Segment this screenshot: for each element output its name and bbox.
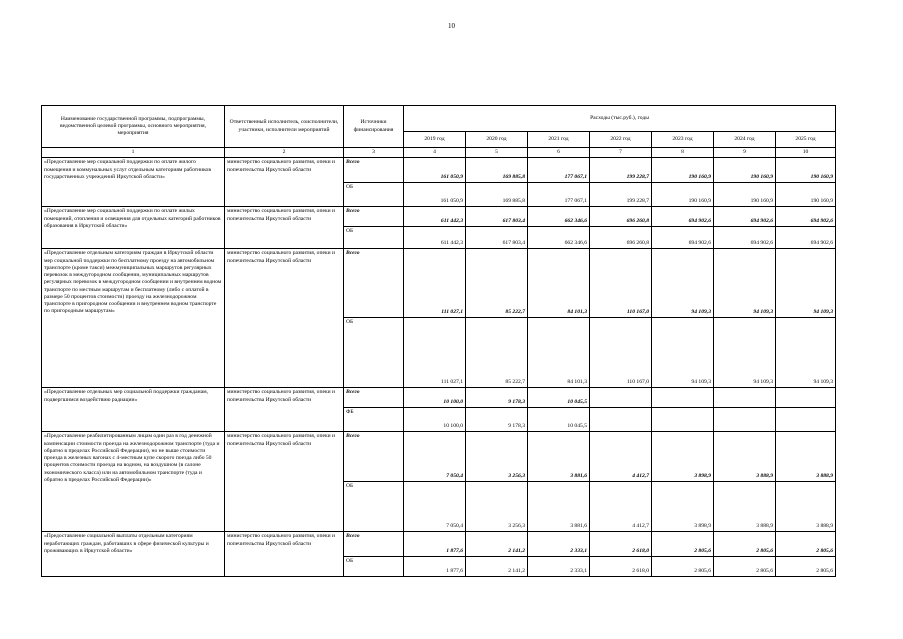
total-value: 4 412,7 [590, 432, 652, 482]
header-source: Источники финансирования [344, 106, 404, 148]
total-value: 2 805,6 [776, 532, 836, 557]
source-value: 696 260,8 [590, 227, 652, 249]
source-label: ОБ [344, 227, 404, 249]
total-value: 694 902,6 [714, 207, 776, 227]
budget-table [41, 105, 836, 577]
total-value [776, 388, 836, 408]
column-number: 2 [225, 148, 344, 158]
source-value: 94 109,3 [714, 318, 776, 388]
column-number: 10 [776, 148, 836, 158]
source-label: ФБ [344, 408, 404, 432]
header-expenses: Расходы (тыс.руб.), годы [404, 106, 836, 132]
header-year: 2021 год [528, 132, 590, 148]
source-value: 161 050,9 [404, 183, 466, 207]
total-value: 2 618,0 [590, 532, 652, 557]
source-value: 2 618,0 [590, 557, 652, 577]
total-label: Всего [344, 388, 404, 408]
source-value: 617 803,4 [466, 227, 528, 249]
row-executor: министерство социального развития, опеки и попечительства Иркутской области [225, 432, 344, 532]
header-name: Наименование государственной программы, подпрограммы, ведомственной целевой программы, основного мероприятия, мероприятия [42, 106, 225, 148]
row-name: «Предоставление отдельных мер социальной поддержки гражданам, подвергшимся воздействию радиации» [42, 388, 225, 432]
source-value [652, 408, 714, 432]
row-name: «Предоставление отдельным категориям граждан в Иркутской области мер социальной поддержки по бесплатному проезду на автомобильном транспорте (кроме такси) межмуниципальных маршрутов регулярных перевозок в междугородном сообщении, муниципальных маршрутов регулярных перевозок в междугородном сообщении и внутреннем водном транспорте по местным маршрутам и бесплатному (либо с оплатой в размере 50 процентов стоимости) проезду на железнодорожном транспорте в пригородном сообщении и внутреннем водном транспорте по пригородным маршрутам» [42, 249, 225, 388]
total-value: 177 067,1 [528, 158, 590, 183]
total-value [652, 388, 714, 408]
source-value: 190 160,9 [714, 183, 776, 207]
total-value: 10 100,0 [404, 388, 466, 408]
source-value: 10 045,5 [528, 408, 590, 432]
source-value: 7 050,4 [404, 482, 466, 532]
source-value: 94 109,3 [652, 318, 714, 388]
source-value: 2 805,6 [776, 557, 836, 577]
header-executor: Ответственный исполнитель, соисполнители, участники, исполнители мероприятий [225, 106, 344, 148]
total-value: 2 805,6 [652, 532, 714, 557]
total-value: 2 805,6 [714, 532, 776, 557]
source-value: 3 881,6 [528, 482, 590, 532]
source-value [714, 408, 776, 432]
total-value: 161 050,9 [404, 158, 466, 183]
total-value: 617 803,4 [466, 207, 528, 227]
source-label: ОБ [344, 183, 404, 207]
source-label: ОБ [344, 318, 404, 388]
total-value: 1 877,6 [404, 532, 466, 557]
total-value: 694 902,6 [776, 207, 836, 227]
total-label: Всего [344, 432, 404, 482]
total-value: 84 101,3 [528, 249, 590, 318]
source-value: 199 228,7 [590, 183, 652, 207]
total-value: 2 333,1 [528, 532, 590, 557]
source-value: 694 902,6 [714, 227, 776, 249]
total-value: 694 902,6 [652, 207, 714, 227]
total-label: Всего [344, 207, 404, 227]
total-value: 9 178,3 [466, 388, 528, 408]
header-year: 2020 год [466, 132, 528, 148]
total-value: 94 109,3 [776, 249, 836, 318]
row-executor: министерство социального развития, опеки и попечительства Иркутской области [225, 207, 344, 249]
source-value: 694 902,6 [776, 227, 836, 249]
total-value: 662 346,6 [528, 207, 590, 227]
total-value: 199 228,7 [590, 158, 652, 183]
total-value: 3 881,6 [528, 432, 590, 482]
source-value: 3 888,9 [714, 482, 776, 532]
source-value: 3 888,9 [776, 482, 836, 532]
source-value: 662 346,6 [528, 227, 590, 249]
row-name: «Предоставление реабилитированным лицам один раз в год денежной компенсации стоимости проезда на железнодорожном транспорте (туда и обратно в пределах Российской Федерации), но не выше стоимости проезда в железных вагонах с 4-местным купе скорого поезда либо 50 процентов стоимости проезда на водном, на воздушном (в салоне экономического класса) или на автомобильном транспорте (туда и обратно в пределах Российской Федерации)» [42, 432, 225, 532]
source-value: 2 805,6 [714, 557, 776, 577]
total-value: 85 222,7 [466, 249, 528, 318]
source-value: 169 885,8 [466, 183, 528, 207]
source-value: 2 333,1 [528, 557, 590, 577]
total-value: 3 888,9 [776, 432, 836, 482]
total-value: 3 898,9 [652, 432, 714, 482]
total-value: 10 045,5 [528, 388, 590, 408]
source-value: 85 222,7 [466, 318, 528, 388]
total-value: 190 160,9 [652, 158, 714, 183]
total-label: Всего [344, 158, 404, 183]
source-value: 190 160,9 [776, 183, 836, 207]
page-number: 10 [448, 22, 455, 30]
source-value: 1 877,6 [404, 557, 466, 577]
row-name: «Предоставление мер социальной поддержки по оплате жилого помещения и коммунальных услуг отдельным категориям работников государственных учреждений Иркутской области» [42, 158, 225, 207]
source-value: 84 101,3 [528, 318, 590, 388]
total-label: Всего [344, 249, 404, 318]
source-value: 2 141,2 [466, 557, 528, 577]
total-value [714, 388, 776, 408]
source-value: 110 167,0 [590, 318, 652, 388]
column-number: 5 [466, 148, 528, 158]
source-label: ОБ [344, 557, 404, 577]
source-value: 10 100,0 [404, 408, 466, 432]
source-value: 177 067,1 [528, 183, 590, 207]
source-value: 4 412,7 [590, 482, 652, 532]
row-executor: министерство социального развития, опеки и попечительства Иркутской области [225, 158, 344, 207]
row-name: «Предоставление социальной выплаты отдельным категориям неработающих граждан, работавших в сфере физической культуры и проживающих в Иркутской области» [42, 532, 225, 577]
total-value: 110 167,0 [590, 249, 652, 318]
source-value: 190 160,9 [652, 183, 714, 207]
header-year: 2019 год [404, 132, 466, 148]
column-number: 6 [528, 148, 590, 158]
total-value: 3 888,9 [714, 432, 776, 482]
column-number: 7 [590, 148, 652, 158]
header-year: 2025 год [776, 132, 836, 148]
total-value: 696 260,8 [590, 207, 652, 227]
column-number: 1 [42, 148, 225, 158]
source-value: 94 109,3 [776, 318, 836, 388]
total-value: 190 160,9 [714, 158, 776, 183]
source-value: 611 442,3 [404, 227, 466, 249]
source-value [776, 408, 836, 432]
total-value: 111 027,1 [404, 249, 466, 318]
source-value: 2 805,6 [652, 557, 714, 577]
row-executor: министерство социального развития, опеки и попечительства Иркутской области [225, 388, 344, 432]
total-value: 3 256,3 [466, 432, 528, 482]
total-value: 7 050,4 [404, 432, 466, 482]
total-value [590, 388, 652, 408]
column-number: 4 [404, 148, 466, 158]
total-value: 190 160,9 [776, 158, 836, 183]
header-year: 2024 год [714, 132, 776, 148]
source-value: 3 898,9 [652, 482, 714, 532]
total-value: 94 109,3 [652, 249, 714, 318]
total-value: 94 109,3 [714, 249, 776, 318]
source-label: ОБ [344, 482, 404, 532]
total-value: 611 442,3 [404, 207, 466, 227]
column-number: 8 [652, 148, 714, 158]
total-label: Всего [344, 532, 404, 557]
source-value [590, 408, 652, 432]
source-value: 3 256,3 [466, 482, 528, 532]
column-number: 9 [714, 148, 776, 158]
source-value: 694 902,6 [652, 227, 714, 249]
header-year: 2022 год [590, 132, 652, 148]
column-number: 3 [344, 148, 404, 158]
row-name: «Предоставление мер социальной поддержки по оплате жилых помещений, отопления и освещения для отдельных категорий работников образования в Иркутской области» [42, 207, 225, 249]
row-executor: министерство социального развития, опеки и попечительства Иркутской области [225, 249, 344, 388]
row-executor: министерство социального развития, опеки и попечительства Иркутской области [225, 532, 344, 577]
source-value: 9 178,3 [466, 408, 528, 432]
source-value: 111 027,1 [404, 318, 466, 388]
header-year: 2023 год [652, 132, 714, 148]
total-value: 169 885,8 [466, 158, 528, 183]
total-value: 2 141,2 [466, 532, 528, 557]
